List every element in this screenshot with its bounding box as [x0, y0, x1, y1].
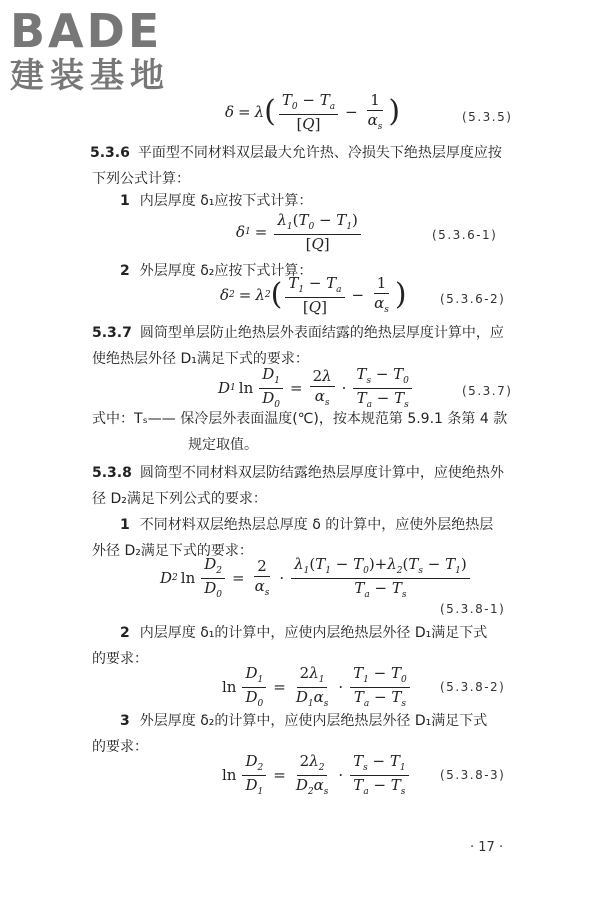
- item-5-3-8-1: [120, 512, 493, 538]
- item-5-3-8-3: [120, 708, 487, 734]
- equation-5-3-8-1: D 2 ln $\frac{D_2}{D_0}$ = $\frac{2}{\alpha_s}$ · $\frac{\lambda_1(T_1 - T_0)+\lambda_2(T_s - T_1)}{T_a - T_s}$: [160, 556, 473, 601]
- item-continuation: 外径 D₂满足下式的要求：: [92, 543, 253, 559]
- item-text: 内层厚度 δ₁的计算中，应使内层绝热层外径 D₁满足下式: [139, 625, 488, 641]
- item-text: 外层厚度 δ₂的计算中，应使内层绝热层外径 D₁满足下式: [139, 713, 488, 729]
- equation-number: (5.3.8-1): [440, 602, 506, 616]
- logo-brand: BADE: [10, 4, 163, 58]
- equation-5-3-6-2: δ 2 = λ 2 ( $\frac{T_1 - T_a}{[Q]}$ − $\frac{1}{\alpha_s}$ ): [220, 274, 407, 316]
- equation-5-3-8-3: ln $\frac{D_2}{D_1}$ = $\frac{2\lambda_2}{D_2\alpha_s}$ · $\frac{T_s - T_1}{T_a - T_s}$: [222, 753, 412, 798]
- item-number: 3: [120, 713, 130, 729]
- item-5-3-8-2: [120, 620, 487, 646]
- equation-number: (5.3.7): [462, 384, 513, 398]
- section-5-3-7: [92, 320, 512, 372]
- note-line: 式中：Tₛ—— 保冷层外表面温度(℃)，按本规范第 5.9.1 条第 4 款: [92, 411, 508, 427]
- section-5-3-8: [92, 460, 512, 512]
- logo: [10, 6, 170, 96]
- item-number: 1: [120, 193, 130, 209]
- equation-number: (5.3.8-3): [440, 768, 506, 782]
- section-number: 5.3.7: [92, 325, 132, 341]
- item-text: 外层厚度 δ₂应按下式计算：: [139, 263, 313, 279]
- section-text: 平面型不同材料双层最大允许热、冷损失下绝热层厚度应按下列公式计算：: [92, 145, 502, 187]
- section-number: 5.3.6: [90, 145, 130, 161]
- logo-subtitle: 建装基地: [10, 56, 170, 96]
- equation-number: (5.3.6-2): [440, 292, 506, 306]
- equation-number: (5.3.8-2): [440, 680, 506, 694]
- item-text: 内层厚度 δ₁应按下式计算：: [139, 193, 313, 209]
- item-number: 2: [120, 263, 130, 279]
- equation-5-3-8-2: ln $\frac{D_1}{D_0}$ = $\frac{2\lambda_1}{D_1\alpha_s}$ · $\frac{T_1 - T_0}{T_a - T_s}$: [222, 665, 413, 710]
- item-number: 2: [120, 625, 130, 641]
- equation-5-3-7: D 1 ln $\frac{D_1}{D_0}$ = $\frac{2\lambda}{\alpha_s}$ · $\frac{T_s - T_0}{T_a - T_s}$: [218, 366, 415, 411]
- item-text: 不同材料双层绝热层总厚度 δ 的计算中，应使外层绝热层: [139, 517, 494, 533]
- note-line: 规定取值。: [188, 437, 258, 453]
- section-5-3-6: [92, 140, 512, 192]
- equation-number: (5.3.6-1): [432, 228, 498, 242]
- equation-5-3-6-1: δ 1 = $\frac{\lambda_1(T_0 - T_1)}{[Q]}$: [236, 212, 364, 252]
- page-number: · 17 ·: [470, 840, 504, 855]
- section-number: 5.3.8: [92, 465, 132, 481]
- equation-number: (5.3.5): [462, 110, 513, 124]
- note-5-3-7: [92, 406, 532, 458]
- item-continuation: 的要求：: [92, 651, 148, 667]
- item-number: 1: [120, 517, 130, 533]
- equation-5-3-5: δ = λ ( $\frac{T_0 - T_a}{[Q]}$ − $\frac{1}{\alpha_s}$ ): [225, 91, 401, 133]
- section-text: 圆筒型不同材料双层防结露绝热层厚度计算中，应使绝热外径 D₂满足下列公式的要求：: [92, 465, 504, 507]
- item-continuation: 的要求：: [92, 739, 148, 755]
- section-text: 圆筒型单层防止绝热层外表面结露的绝热层厚度计算中，应使绝热层外径 D₁满足下式的要求：: [92, 325, 504, 367]
